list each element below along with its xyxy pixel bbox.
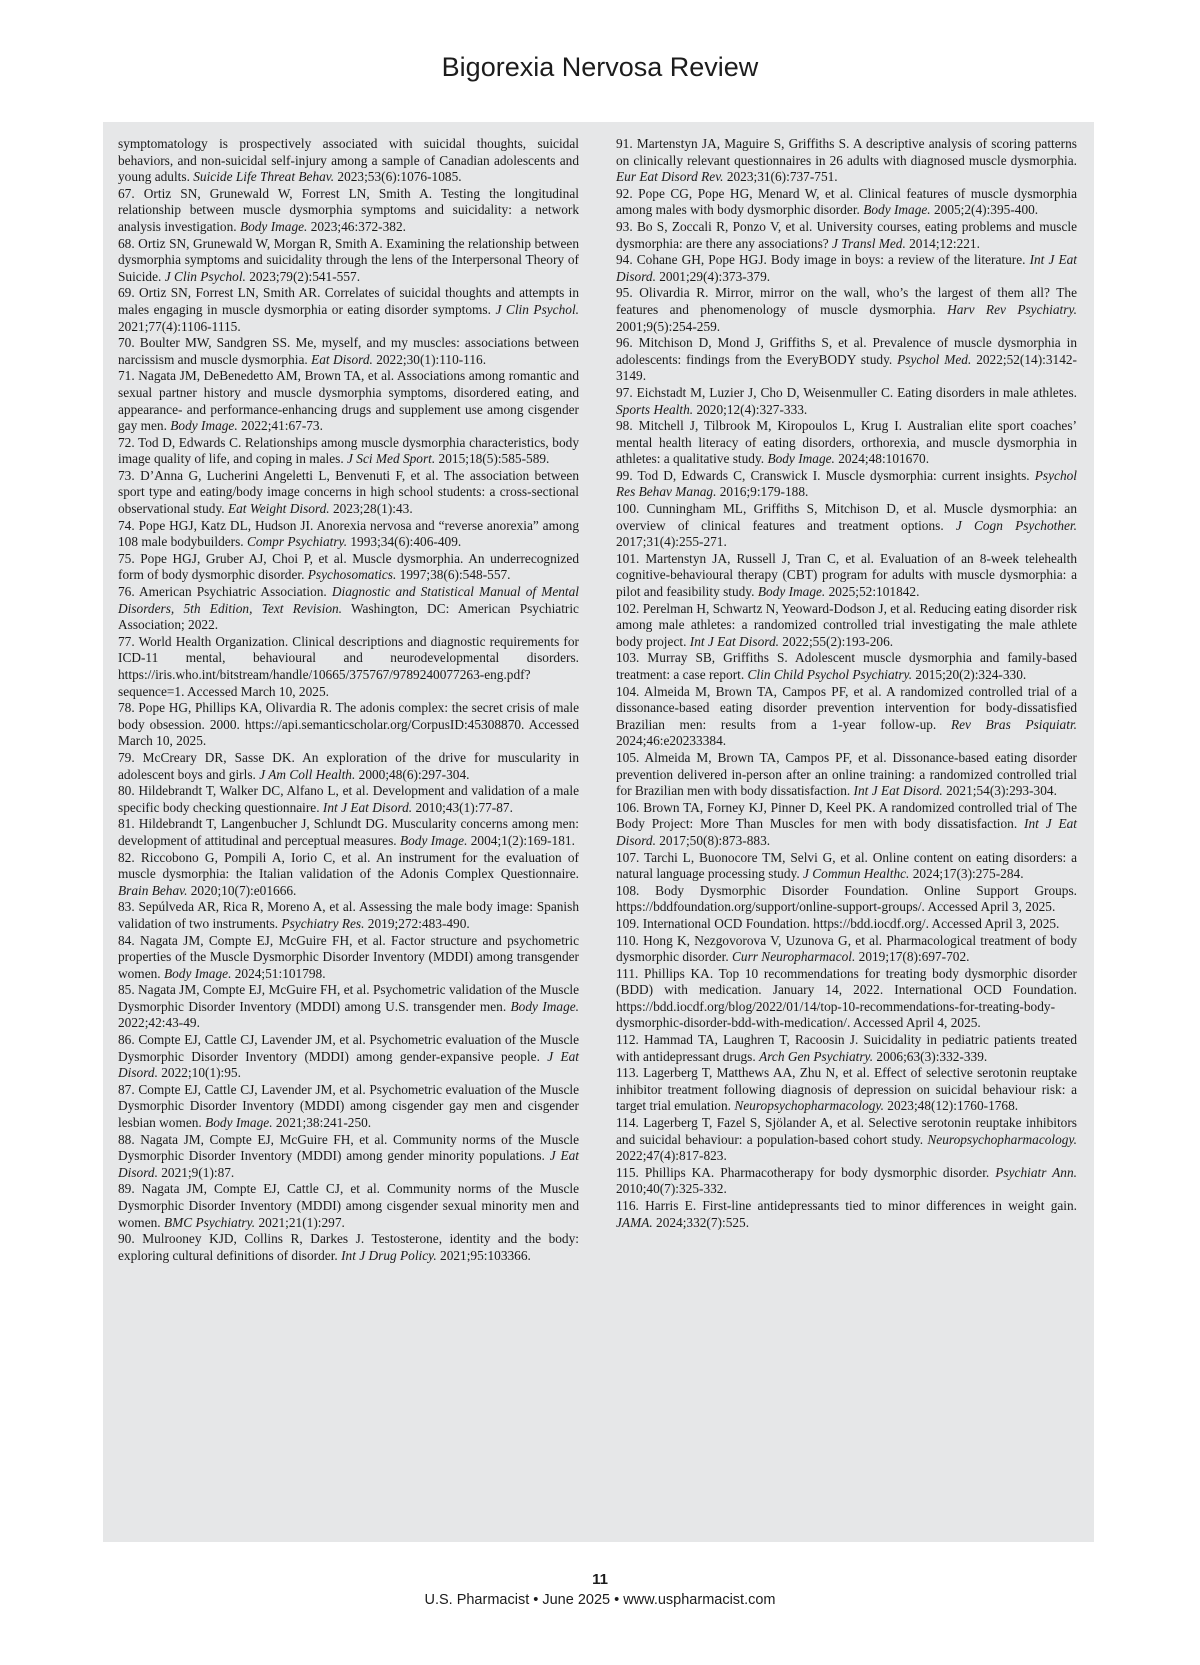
reference-journal: Int J Eat Disord. — [853, 783, 943, 799]
reference-citation: 2020;10(7):e01666. — [187, 882, 297, 898]
reference-item — [118, 634, 579, 700]
publication-footer: U.S. Pharmacist • June 2025 • www.uspharmacist.com — [424, 1592, 776, 1608]
reference-text: 70. Boulter MW, Sandgren SS. Me, myself, and my muscles: associations between narcissism and muscle dysmorphia. — [118, 335, 579, 367]
reference-item — [616, 1065, 1077, 1115]
reference-journal: Brain Behav. — [118, 882, 188, 898]
reference-item — [118, 850, 579, 900]
reference-citation: 2023;46:372-382. — [307, 218, 406, 234]
reference-citation: 1997;38(6):548-557. — [396, 567, 511, 583]
reference-journal: JAMA. — [616, 1214, 653, 1230]
reference-text: 97. Eichstadt M, Luzier J, Cho D, Weisenmuller C. Eating disorders in male athletes. — [616, 384, 1077, 400]
reference-text: 112. Hammad TA, Laughren T, Racoosin J. Suicidality in pediatric patients treated with antidepressant drugs. — [616, 1032, 1077, 1064]
reference-item — [118, 236, 579, 286]
reference-citation: 2015;20(2):324-330. — [912, 667, 1027, 682]
reference-text: 78. Pope HG, Phillips KA, Olivardia R. The adonis complex: the secret crisis of male body obsession. 2000. https://api.semanticscholar.org/CorpusID:45308870. Accessed March 10, 2025. — [118, 700, 579, 749]
reference-citation: 2022;42:43-49. — [118, 1015, 200, 1031]
reference-citation: Washington, DC: American Psychiatric Association; 2022. — [118, 600, 579, 633]
reference-journal: Psychol Res Behav Manag. — [616, 467, 1077, 500]
reference-text: 82. Riccobono G, Pompili A, Iorio C, et al. An instrument for the evaluation of muscle dysmorphia: the Italian validation of the Adonis Complex Questionnaire. — [118, 849, 579, 882]
reference-citation: 2017;31(4):255-271. — [616, 534, 727, 550]
page-number: 11 — [592, 1571, 608, 1588]
reference-item — [118, 783, 579, 816]
reference-text: 102. Perelman H, Schwartz N, Yeoward-Dodson J, et al. Reducing eating disorder risk among male athletes: a randomized controlled trial investigating the male athlete body project. — [616, 600, 1078, 649]
reference-journal: Body Image. — [510, 998, 579, 1014]
reference-citation: 2024;48:101670. — [834, 451, 930, 467]
reference-item — [118, 700, 579, 750]
reference-journal: J Transl Med. — [832, 235, 906, 251]
reference-text: 75. Pope HGJ, Gruber AJ, Choi P, et al. Muscle dysmorphia. An underrecognized form of body dysmorphic disorder. — [118, 550, 579, 583]
reference-journal: J Cogn Psychother. — [955, 517, 1077, 533]
reference-citation: 2014;12:221. — [905, 235, 980, 251]
reference-item — [616, 136, 1077, 186]
reference-citation: 2022;52(14):3142-3149. — [616, 351, 1077, 384]
reference-citation: 2001;29(4):373-379. — [655, 268, 771, 284]
reference-citation: 2023;53(6):1076-1085. — [334, 169, 462, 185]
reference-citation: 2021;21(1):297. — [255, 1214, 345, 1230]
reference-text: 68. Ortiz SN, Grunewald W, Morgan R, Smith A. Examining the relationship between dysmorphia symptoms and suicidality through the lens of the Interpersonal Theory of Suicide. — [118, 235, 579, 284]
reference-text: 69. Ortiz SN, Forrest LN, Smith AR. Correlates of suicidal thoughts and attempts in males engaging in muscle dysmorphia or eating disorder symptoms. — [118, 285, 579, 317]
reference-journal: Neuropsychopharmacology. — [927, 1131, 1077, 1147]
reference-item — [616, 219, 1077, 252]
reference-citation: 2010;43(1):77-87. — [412, 799, 513, 815]
reference-citation: 2022;47(4):817-823. — [616, 1148, 727, 1164]
reference-text: 109. International OCD Foundation. https://bdd.iocdf.org/. Accessed April 3, 2025. — [616, 915, 1060, 931]
reference-item — [118, 186, 579, 236]
reference-journal: Psychosomatics. — [307, 567, 397, 583]
reference-journal: Psychiatry Res. — [281, 915, 365, 931]
reference-journal: Int J Eat Disord. — [616, 252, 1077, 284]
reference-item — [118, 136, 579, 186]
reference-citation: 2021;9(1):87. — [157, 1164, 235, 1180]
reference-item — [118, 285, 579, 335]
reference-journal: Body Image. — [767, 451, 835, 467]
reference-item — [118, 750, 579, 783]
reference-citation: 2024;46:e20233384. — [616, 733, 727, 749]
reference-citation: 2006;63(3):332-339. — [873, 1048, 988, 1064]
reference-text: 113. Lagerberg T, Matthews AA, Zhu N, et al. Effect of selective serotonin reuptake inhibitor treatment following diagnosis of depression on suicidal behaviour risk: a target trial emulation. — [616, 1065, 1077, 1114]
reference-journal: Body Image. — [170, 418, 238, 434]
reference-citation: 2001;9(5):254-259. — [616, 318, 721, 334]
page-title: Bigorexia Nervosa Review — [441, 52, 759, 82]
reference-item — [616, 285, 1077, 335]
reference-item — [118, 1181, 579, 1231]
reference-journal: Psychol Med. — [897, 351, 972, 367]
reference-text: 114. Lagerberg T, Fazel S, Sjölander A, et al. Selective serotonin reuptake inhibitors and suicidal behaviour: a population-based cohort study. — [616, 1115, 1077, 1147]
reference-journal: J Clin Psychol. — [164, 268, 246, 284]
reference-text: 96. Mitchison D, Mond J, Griffiths S, et al. Prevalence of muscle dysmorphia in adolescents: findings from the EveryBODY study. — [616, 335, 1077, 367]
reference-text: 107. Tarchi L, Buonocore TM, Selvi G, et al. Online content on eating disorders: a natural language processing study. — [616, 849, 1077, 882]
reference-journal: J Commun Healthc. — [803, 866, 910, 882]
reference-journal: Int J Drug Policy. — [341, 1247, 437, 1263]
reference-journal: Arch Gen Psychiatry. — [759, 1048, 874, 1064]
reference-text: 91. Martenstyn JA, Maguire S, Griffiths S. A descriptive analysis of scoring patterns on clinically relevant questionnaires in 26 adults with diagnosed muscle dysmorphia. — [616, 136, 1077, 168]
reference-citation: 2004;1(2):169-181. — [467, 832, 575, 848]
reference-journal: Int J Eat Disord. — [322, 799, 413, 815]
reference-item — [616, 966, 1077, 1032]
reference-journal: Diagnostic and Statistical Manual of Mental Disorders, 5th Edition, Text Revision. — [118, 584, 579, 616]
reference-text: 67. Ortiz SN, Grunewald W, Forrest LN, Smith A. Testing the longitudinal relationship between muscle dysmorphia symptoms and suicidality: a network analysis investigation. — [118, 185, 579, 234]
reference-citation: 2021;54(3):293-304. — [942, 783, 1057, 799]
reference-text: 71. Nagata JM, DeBenedetto AM, Brown TA, et al. Associations among romantic and sexual partner history and muscle dysmorphia symptoms, disordered eating, and appearance- and performance-enhancing drugs and supplement use among cisgender gay men. — [118, 368, 579, 434]
reference-journal: Body Image. — [205, 1115, 273, 1131]
reference-journal: Int J Eat Disord. — [689, 633, 779, 649]
reference-text: 86. Compte EJ, Cattle CJ, Lavender JM, et al. Psychometric evaluation of the Muscle Dysmorphic Disorder Inventory (MDDI) among gender-expansive people. — [118, 1032, 579, 1064]
reference-item — [118, 435, 579, 468]
reference-item — [616, 1165, 1077, 1198]
reference-citation: 2023;31(6):737-751. — [723, 169, 838, 185]
reference-item — [118, 982, 579, 1032]
reference-item — [118, 551, 579, 584]
reference-citation: 2022;10(1):95. — [157, 1065, 241, 1081]
reference-journal: Clin Child Psychol Psychiatry. — [747, 667, 913, 682]
reference-citation: 2017;50(8):873-883. — [655, 832, 771, 848]
reference-text: 106. Brown TA, Forney KJ, Pinner D, Keel PK. A randomized controlled trial of The Body Project: More Than Muscles for men with body dissatisfaction. — [616, 799, 1077, 832]
reference-item — [616, 850, 1077, 883]
reference-citation: 2000;48(6):297-304. — [355, 766, 470, 782]
reference-text: 111. Phillips KA. Top 10 recommendations for treating body dysmorphic disorder (BDD) with medication. January 14, 2022. International OCD Foundation. https://bdd.iocdf.org/blog/2022/01/14/top-10-recommendations-for-treating-body-dysmorphic-disorder-bdd-with-medication/. Accessed April 4, 2025. — [616, 965, 1077, 1031]
reference-journal: J Eat Disord. — [118, 1148, 579, 1180]
reference-text: 79. McCreary DR, Sasse DK. An exploration of the drive for muscularity in adolescent boys and girls. — [118, 749, 579, 782]
reference-item — [118, 584, 579, 634]
reference-item — [118, 1082, 579, 1132]
reference-citation: 2016;9:179-188. — [716, 484, 809, 500]
reference-journal: Rev Bras Psiquiatr. — [950, 716, 1077, 732]
reference-text: 77. World Health Organization. Clinical descriptions and diagnostic requirements for ICD-11 mental, behavioural and neurodevelopmental disorders. https://iris.who.int/bitstream/handle/10665/375767/9789240077263-eng.pdf?sequence=1. Accessed March 10, 2025. — [118, 633, 579, 699]
reference-text: 74. Pope HGJ, Katz DL, Hudson JI. Anorexia nervosa and “reverse anorexia” among 108 male bodybuilders. — [118, 517, 579, 550]
reference-item — [118, 1132, 579, 1182]
reference-text: 87. Compte EJ, Cattle CJ, Lavender JM, et al. Psychometric evaluation of the Muscle Dysmorphic Disorder Inventory (MDDI) among cisgender gay men and cisgender lesbian women. — [118, 1081, 579, 1131]
reference-item — [616, 1032, 1077, 1065]
reference-journal: Eat Weight Disord. — [227, 501, 330, 517]
reference-citation: 2022;55(2):193-206. — [778, 633, 894, 649]
reference-journal: Body Image. — [399, 832, 468, 848]
reference-item — [118, 1032, 579, 1082]
reference-item — [118, 468, 579, 518]
reference-citation: 2025;52:101842. — [825, 584, 920, 600]
reference-text: 89. Nagata JM, Compte EJ, Cattle CJ, et al. Community norms of the Muscle Dysmorphic Disorder Inventory (MDDI) among cisgender sexual minority men and women. — [118, 1181, 579, 1230]
reference-item — [616, 1198, 1077, 1231]
reference-journal: BMC Psychiatry. — [163, 1214, 256, 1230]
reference-text: 105. Almeida M, Brown TA, Campos PF, et al. Dissonance-based eating disorder prevention delivered in-person after an online training: a randomized controlled trial for Brazilian men with body dissatisfaction. — [616, 749, 1077, 799]
reference-text: 116. Harris E. First-line antidepressants tied to minor differences in weight gain. — [616, 1198, 1077, 1213]
reference-citation: 2024;332(7):525. — [652, 1214, 750, 1230]
reference-citation: 2019;17(8):697-702. — [855, 949, 970, 965]
reference-item — [616, 750, 1077, 800]
reference-citation: 2005;2(4):395-400. — [930, 202, 1039, 218]
reference-text: 83. Sepúlveda AR, Rica R, Moreno A, et al. Assessing the male body image: Spanish validation of two instruments. — [118, 899, 579, 931]
reference-journal: J Sci Med Sport. — [347, 451, 436, 467]
reference-item — [616, 684, 1077, 750]
reference-journal: J Clin Psychol. — [495, 301, 579, 317]
reference-item — [616, 916, 1077, 933]
reference-citation: 2021;38:241-250. — [272, 1115, 372, 1131]
reference-text: 103. Murray SB, Griffiths S. Adolescent muscle dysmorphia and family-based treatment: a case report. — [616, 650, 1077, 682]
references-column-left — [118, 136, 579, 1264]
reference-text: 110. Hong K, Nezgovorova V, Uzunova G, et al. Pharmacological treatment of body dysmorphic disorder. — [616, 932, 1077, 965]
reference-text: 93. Bo S, Zoccali R, Ponzo V, et al. University courses, eating problems and muscle dysmorphia: are there any associations? — [616, 218, 1077, 251]
reference-journal: Harv Rev Psychiatry. — [947, 301, 1077, 317]
reference-item — [616, 933, 1077, 966]
reference-text: 101. Martenstyn JA, Russell J, Tran C, et al. Evaluation of an 8-week telehealth cognitive-behavioural therapy (CBT) program for adults with muscle dysmorphia: a pilot and feasibility study. — [616, 550, 1077, 600]
reference-item — [616, 468, 1077, 501]
reference-citation: 2023;28(1):43. — [329, 501, 413, 517]
reference-citation: 2015;18(5):585-589. — [435, 451, 550, 467]
reference-item — [616, 650, 1077, 683]
reference-item — [616, 551, 1077, 601]
reference-citation: 2024;51:101798. — [231, 965, 326, 981]
reference-text: 72. Tod D, Edwards C. Relationships among muscle dysmorphia characteristics, body image quality of life, and coping in males. — [118, 434, 579, 467]
reference-citation: 2023;79(2):541-557. — [245, 268, 361, 284]
reference-text: 95. Olivardia R. Mirror, mirror on the wall, who’s the largest of them all? The features and phenomenology of muscle dysmorphia. — [616, 285, 1077, 317]
reference-journal: Suicide Life Threat Behav. — [193, 169, 335, 185]
reference-journal: Body Image. — [863, 202, 931, 218]
references-panel — [103, 122, 1094, 1542]
reference-text: 85. Nagata JM, Compte EJ, McGuire FH, et al. Psychometric validation of the Muscle Dysmorphic Disorder Inventory (MDDI) among U.S. transgender men. — [118, 982, 580, 1014]
reference-citation: 2022;41:67-73. — [237, 418, 323, 434]
reference-item — [118, 368, 579, 434]
reference-item — [118, 518, 579, 551]
reference-journal: Psychiatr Ann. — [995, 1164, 1077, 1180]
reference-text: 94. Cohane GH, Pope HGJ. Body image in boys: a review of the literature. — [616, 252, 1030, 268]
reference-text: 115. Phillips KA. Pharmacotherapy for body dysmorphic disorder. — [616, 1164, 996, 1180]
reference-citation: 1993;34(6):406-409. — [347, 534, 462, 550]
reference-text: 100. Cunningham ML, Griffiths S, Mitchison D, et al. Muscle dysmorphia: an overview of clinical features and treatment options. — [616, 501, 1077, 533]
reference-item — [616, 501, 1077, 551]
reference-text: 99. Tod D, Edwards C, Cranswick I. Muscle dysmorphia: current insights. — [616, 467, 1035, 483]
reference-item — [616, 252, 1077, 285]
reference-item — [616, 418, 1077, 468]
reference-journal: Eat Disord. — [311, 351, 373, 367]
reference-text: 108. Body Dysmorphic Disorder Foundation. Online Support Groups. https://bddfoundation.org/support/online-support-groups/. Accessed April 3, 2025. — [616, 882, 1077, 915]
reference-citation: 2022;30(1):110-116. — [372, 351, 487, 367]
reference-item — [616, 800, 1077, 850]
reference-journal: J Am Coll Health. — [259, 766, 356, 782]
reference-text: 84. Nagata JM, Compte EJ, McGuire FH, et al. Factor structure and psychometric properties of the Muscle Dysmorphic Disorder Inventory (MDDI) among transgender women. — [118, 932, 579, 981]
reference-citation: 2020;12(4):327-333. — [693, 401, 808, 417]
reference-journal: Neuropsychopharmacology. — [734, 1098, 884, 1114]
reference-journal: Sports Health. — [616, 401, 694, 417]
reference-citation: 2024;17(3):275-284. — [909, 866, 1024, 882]
reference-citation: 2023;48(12):1760-1768. — [883, 1098, 1019, 1114]
reference-item — [616, 883, 1077, 916]
reference-item — [118, 933, 579, 983]
reference-item — [118, 335, 579, 368]
reference-item — [118, 1231, 579, 1264]
reference-text: 92. Pope CG, Pope HG, Menard W, et al. Clinical features of muscle dysmorphia among males with body dysmorphic disorder. — [616, 185, 1077, 218]
reference-item — [616, 1115, 1077, 1165]
reference-item — [118, 816, 579, 849]
reference-journal: Int J Eat Disord. — [616, 816, 1077, 848]
reference-citation: 2010;40(7):325-332. — [616, 1181, 727, 1197]
reference-journal: Body Image. — [163, 965, 232, 981]
reference-text: 90. Mulrooney KJD, Collins R, Darkes J. Testosterone, identity and the body: exploring cultural definitions of disorder. — [118, 1231, 579, 1263]
reference-journal: Compr Psychiatry. — [246, 534, 348, 550]
reference-text: 104. Almeida M, Brown TA, Campos PF, et al. A randomized controlled trial of a dissonance-based eating disorder prevention intervention for body-dissatisfied Brazilian men: results from a 1-year follow-up. — [616, 683, 1077, 732]
reference-text: 76. American Psychiatric Association. — [118, 584, 332, 600]
references-column-right — [616, 136, 1077, 1231]
reference-item — [616, 601, 1077, 651]
reference-citation: 2019;272:483-490. — [364, 915, 470, 931]
reference-text: symptomatology is prospectively associated with suicidal thoughts, suicidal behaviors, and non-suicidal self-injury among a sample of Canadian adolescents and young adults. — [118, 136, 579, 185]
reference-item — [616, 385, 1077, 418]
reference-item — [616, 335, 1077, 385]
reference-journal: Eur Eat Disord Rev. — [616, 169, 724, 185]
reference-text: 98. Mitchell J, Tilbrook M, Kiropoulos L, Krug I. Australian elite sport coaches’ mental health literacy of eating disorders, orthorexia, and muscle dysmorphia in athletes: a qualitative study. — [616, 418, 1077, 467]
reference-citation: 2021;95:103366. — [436, 1247, 531, 1263]
reference-text: 81. Hildebrandt T, Langenbucher J, Schlundt DG. Muscularity concerns among men: development of attitudinal and perceptual measures. — [118, 816, 579, 848]
reference-item — [616, 186, 1077, 219]
reference-item — [118, 899, 579, 932]
reference-text: 73. D’Anna G, Lucherini Angeletti L, Benvenuti F, et al. The association between sport type and eating/body image concerns in high school students: a cross-sectional observational study. — [118, 467, 579, 517]
reference-citation: 2021;77(4):1106-1115. — [118, 318, 241, 334]
reference-journal: J Eat Disord. — [118, 1048, 579, 1081]
reference-journal: Body Image. — [239, 218, 308, 234]
reference-text: 88. Nagata JM, Compte EJ, McGuire FH, et al. Community norms of the Muscle Dysmorphic Disorder Inventory (MDDI) among gender minority populations. — [118, 1131, 579, 1164]
reference-journal: Curr Neuropharmacol. — [732, 949, 856, 965]
reference-journal: Body Image. — [757, 584, 826, 600]
reference-text: 80. Hildebrandt T, Walker DC, Alfano L, et al. Development and validation of a male specific body checking questionnaire. — [118, 783, 579, 815]
